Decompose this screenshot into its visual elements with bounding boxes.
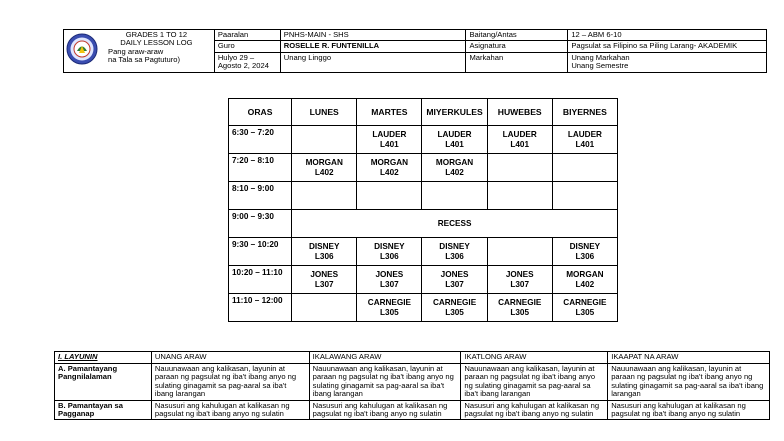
markahan-line1: Unang Markahan xyxy=(571,52,630,62)
schedule-cell xyxy=(357,294,422,322)
section-name: CARNEGIE xyxy=(432,297,477,307)
value-paaralan: PNHS-MAIN - SHS xyxy=(280,30,466,41)
schedule-row xyxy=(229,238,618,266)
value-baitang: 12 – ABM 6-10 xyxy=(568,30,767,41)
room-code: L401 xyxy=(510,139,530,149)
section-name: LAUDER xyxy=(437,129,472,139)
section-name: JONES xyxy=(375,269,404,279)
schedule-header-lunes: LUNES xyxy=(292,99,357,126)
schedule-time: 7:20 – 8:10 xyxy=(229,154,292,182)
objective-label-line: Pangnilalaman xyxy=(58,372,112,382)
recess-cell: RECESS xyxy=(292,210,618,238)
schedule-cell xyxy=(422,238,487,266)
objective-label xyxy=(55,364,152,401)
schedule-cell xyxy=(357,238,422,266)
schedule-header-oras: ORAS xyxy=(229,99,292,126)
section-name: MORGAN xyxy=(370,157,409,167)
schedule-cell xyxy=(487,238,552,266)
objectives-header-row xyxy=(55,352,770,364)
schedule-header-biyernes: BIYERNES xyxy=(552,99,617,126)
label-baitang: Baitang/Antas xyxy=(466,30,568,41)
objectives-header-layunin: I. LAYUNIN xyxy=(55,352,152,364)
room-code: L306 xyxy=(380,251,399,261)
section-name: JONES xyxy=(505,269,534,279)
objective-text: Nasusuri ang kahulugan at kalikasan ng pagsulat ng iba't ibang anyo ng sulatin xyxy=(608,400,770,420)
room-code: L306 xyxy=(445,251,464,261)
title-tala-sa-pagtuturo: na Tala sa Pagtuturo) xyxy=(108,55,181,65)
value-asignatura: Pagsulat sa Filipino sa Piling Larang- AKADEMIK xyxy=(568,41,767,52)
objective-text: Nauunawaan ang kalikasan, layunin at paraan ng pagsulat ng iba't ibang anyo ng sulating ginagamit sa pag-aaral sa iba't ibang larangan xyxy=(608,364,770,401)
schedule-time: 10:20 – 11:10 xyxy=(229,266,292,294)
objective-label-line: A. Pamantayang xyxy=(58,364,118,373)
schedule-cell xyxy=(357,266,422,294)
label-guro: Guro xyxy=(214,41,280,52)
schedule-row xyxy=(229,266,618,294)
room-code: L306 xyxy=(314,251,334,261)
schedule-time: 9:00 – 9:30 xyxy=(229,210,292,238)
objective-row xyxy=(55,364,770,401)
objective-text: Nasusuri ang kahulugan at kalikasan ng pagsulat ng iba't ibang anyo ng sulatin xyxy=(461,400,608,420)
schedule-header-miyerkules: MIYERKULES xyxy=(422,99,487,126)
objectives-header-day2: IKALAWANG ARAW xyxy=(309,352,461,364)
objective-text: Nasusuri ang kahulugan at kalikasan ng pagsulat ng iba't ibang anyo ng sulatin xyxy=(309,400,461,420)
objective-text: Nauunawaan ang kalikasan, layunin at paraan ng pagsulat ng iba't ibang anyo ng sulating ginagamit sa pag-aaral sa iba't ibang larangan xyxy=(151,364,309,401)
schedule-cell xyxy=(357,126,422,154)
room-code: L402 xyxy=(314,167,334,177)
schedule-cell xyxy=(422,182,487,210)
label-asignatura: Asignatura xyxy=(466,41,568,52)
objective-row xyxy=(55,400,770,420)
section-name: DISNEY xyxy=(374,241,405,251)
room-code: L305 xyxy=(510,307,530,317)
schedule-header-huwebes: HUWEBES xyxy=(487,99,552,126)
schedule-row xyxy=(229,294,618,322)
schedule-time: 6:30 – 7:20 xyxy=(229,126,292,154)
schedule-cell xyxy=(487,266,552,294)
room-code: L307 xyxy=(510,279,530,289)
schedule-row xyxy=(229,210,618,238)
schedule-cell xyxy=(292,266,357,294)
room-code: L402 xyxy=(445,167,464,177)
title-grades: GRADES 1 TO 12 xyxy=(125,30,188,39)
room-code: L305 xyxy=(445,307,464,317)
lesson-log-header xyxy=(63,29,767,73)
label-paaralan: Paaralan xyxy=(214,30,280,41)
room-code: L305 xyxy=(575,307,595,317)
schedule-cell xyxy=(552,154,617,182)
section-name: CARNEGIE xyxy=(563,297,607,307)
room-code: L307 xyxy=(380,279,399,289)
value-markahan xyxy=(568,52,767,72)
schedule-cell xyxy=(357,182,422,210)
schedule-cell xyxy=(292,154,357,182)
section-name: MORGAN xyxy=(435,157,474,167)
schedule-cell xyxy=(552,266,617,294)
schedule-cell xyxy=(422,126,487,154)
value-guro: ROSELLE R. FUNTENILLA xyxy=(280,41,466,52)
header-title-cell xyxy=(64,30,215,73)
title-pang-araw-araw: Pang araw-araw xyxy=(108,46,164,56)
schedule-cell xyxy=(552,294,617,322)
objective-text: Nasusuri ang kahulugan at kalikasan ng pagsulat ng iba't ibang anyo ng sulatin xyxy=(151,400,309,420)
section-name: CARNEGIE xyxy=(367,297,411,307)
section-name: CARNEGIE xyxy=(498,297,542,307)
schedule-row xyxy=(229,182,618,210)
schedule-cell xyxy=(552,238,617,266)
section-name: LAUDER xyxy=(567,129,602,139)
room-code: L401 xyxy=(445,139,464,149)
section-name: JONES xyxy=(310,269,339,279)
class-schedule-table xyxy=(228,98,618,322)
title-daily-lesson-log: DAILY LESSON LOG xyxy=(120,38,193,48)
schedule-cell xyxy=(292,182,357,210)
room-code: L306 xyxy=(575,251,595,261)
objective-label-line: Pagganap xyxy=(58,409,95,419)
label-markahan: Markahan xyxy=(466,52,568,72)
schedule-cell xyxy=(422,154,487,182)
room-code: L401 xyxy=(575,139,595,149)
room-code: L307 xyxy=(314,279,334,289)
schedule-row xyxy=(229,154,618,182)
deped-seal-logo xyxy=(66,33,98,65)
schedule-cell xyxy=(487,154,552,182)
schedule-header-row xyxy=(229,99,618,126)
schedule-cell xyxy=(422,266,487,294)
objectives-header-day3: IKATLONG ARAW xyxy=(461,352,608,364)
objective-text: Nauunawaan ang kalikasan, layunin at paraan ng pagsulat ng iba't ibang anyo ng sulating ginagamit sa pag-aaral sa iba't ibang larangan xyxy=(309,364,461,401)
schedule-time: 11:10 – 12:00 xyxy=(229,294,292,322)
objectives-header-day4: IKAAPAT NA ARAW xyxy=(608,352,770,364)
room-code: L402 xyxy=(575,279,595,289)
room-code: L402 xyxy=(380,167,399,177)
section-name: DISNEY xyxy=(439,241,470,251)
objective-label xyxy=(55,400,152,420)
objectives-header-day1: UNANG ARAW xyxy=(151,352,309,364)
room-code: L401 xyxy=(380,139,399,149)
section-name: MORGAN xyxy=(305,157,343,167)
schedule-time: 9:30 – 10:20 xyxy=(229,238,292,266)
section-name: DISNEY xyxy=(569,241,601,251)
section-name: DISNEY xyxy=(308,241,340,251)
room-code: L305 xyxy=(380,307,399,317)
value-linggo: Unang Linggo xyxy=(280,52,466,72)
schedule-cell xyxy=(552,182,617,210)
section-name: MORGAN xyxy=(566,269,604,279)
schedule-cell xyxy=(357,154,422,182)
objective-label-line: B. Pamantayan sa xyxy=(58,400,123,410)
section-name: LAUDER xyxy=(372,129,407,139)
objective-text: Nauunawaan ang kalikasan, layunin at paraan ng pagsulat ng iba't ibang anyo ng sulating ginagamit sa pag-aaral sa iba't ibang larangan xyxy=(461,364,608,401)
schedule-cell xyxy=(292,294,357,322)
markahan-line2: Unang Semestre xyxy=(571,61,629,71)
room-code: L307 xyxy=(445,279,464,289)
schedule-row xyxy=(229,126,618,154)
schedule-cell xyxy=(487,126,552,154)
petsa-line1: Hulyo 29 – xyxy=(217,52,255,62)
schedule-cell xyxy=(422,294,487,322)
section-name: JONES xyxy=(440,269,469,279)
objectives-table xyxy=(54,351,770,420)
petsa-line2: Agosto 2, 2024 xyxy=(217,61,269,71)
schedule-cell xyxy=(552,126,617,154)
schedule-time: 8:10 – 9:00 xyxy=(229,182,292,210)
schedule-cell xyxy=(487,182,552,210)
schedule-header-martes: MARTES xyxy=(357,99,422,126)
section-name: LAUDER xyxy=(502,129,537,139)
schedule-cell xyxy=(292,126,357,154)
schedule-cell xyxy=(292,238,357,266)
schedule-cell xyxy=(487,294,552,322)
label-petsa xyxy=(214,52,280,72)
